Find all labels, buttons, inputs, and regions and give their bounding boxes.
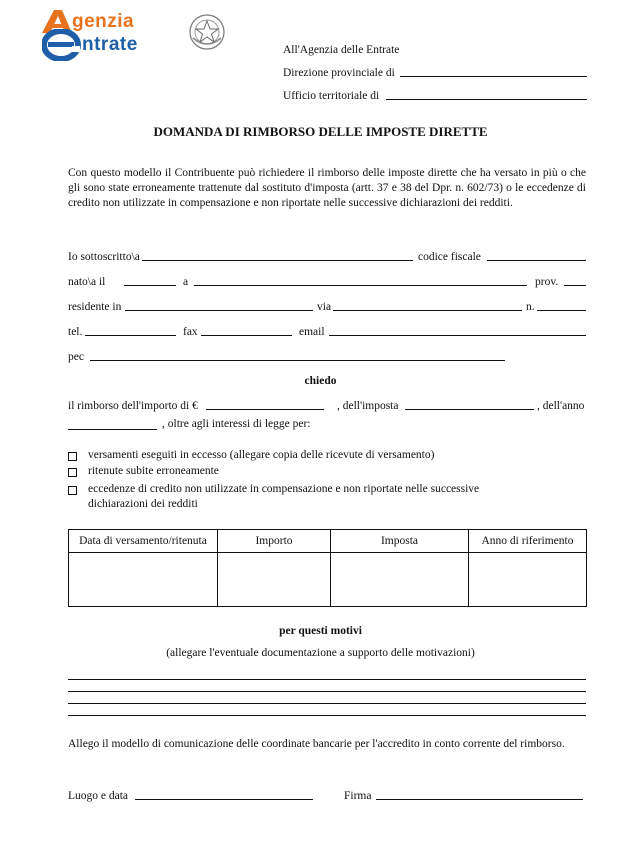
- pec-field[interactable]: [90, 348, 505, 361]
- table-header-imposta: Imposta: [331, 530, 469, 553]
- recipient-line-3: Ufficio territoriale di: [283, 90, 380, 102]
- residente-field[interactable]: [125, 298, 313, 311]
- option-versamenti: versamenti eseguiti in eccesso (allegare copia delle ricevute di versamento): [88, 449, 435, 461]
- option-eccedenze: eccedenze di credito non utilizzate in compensazione e non riportate nelle successive: [88, 483, 480, 495]
- label-email: email: [299, 326, 325, 338]
- allego-paragraph: Allego il modello di comunicazione delle coordinate bancarie per l'accredito in conto corrente del rimborso.: [68, 738, 565, 750]
- table-row: [69, 553, 587, 607]
- label-importo: il rimborso dell'importo di €: [68, 400, 198, 412]
- motivi-subtitle: (allegare l'eventuale documentazione a supporto delle motivazioni): [166, 647, 475, 659]
- label-firma: Firma: [344, 790, 372, 802]
- motivi-heading: per questi motivi: [279, 625, 362, 637]
- option-eccedenze-cont: dichiarazioni dei redditi: [88, 498, 198, 510]
- table-cell-imposta[interactable]: [331, 553, 469, 607]
- logo-word-entrate: ntrate: [82, 34, 138, 55]
- emblem-icon: [188, 12, 226, 52]
- importo-field[interactable]: [206, 397, 324, 410]
- tel-field[interactable]: [85, 323, 176, 336]
- option-ritenute: ritenute subite erroneamente: [88, 465, 219, 477]
- logo-word-agenzia: genzia: [72, 11, 135, 32]
- email-field[interactable]: [329, 323, 586, 336]
- data-nascita-field[interactable]: [124, 273, 176, 286]
- intro-paragraph: Con questo modello il Contribuente può richiedere il rimborso delle imposte dirette che ha versato in più o che gli sono state erroneamente trattenute dal sostituto d'imposta (artt. 37 e 38 del Dpr. n. 602/73) o le eccedenze di credito non utilizzate in compensazione e non riportate nelle successive dichiarazioni dei redditi.: [68, 167, 586, 209]
- checkbox-eccedenze[interactable]: [68, 486, 77, 495]
- label-via: via: [317, 301, 332, 313]
- label-residente: residente in: [68, 301, 122, 313]
- ufficio-territoriale-field[interactable]: [386, 87, 587, 100]
- firma-field[interactable]: [376, 787, 583, 800]
- table-header-data: Data di versamento/ritenuta: [69, 530, 218, 553]
- via-field[interactable]: [333, 298, 522, 311]
- label-imposta: , dell'imposta: [337, 400, 399, 412]
- recipient-line-1: All'Agenzia delle Entrate: [283, 44, 400, 56]
- recipient-line-2: Direzione provinciale di: [283, 67, 395, 79]
- chiedo-heading: chiedo: [304, 375, 337, 387]
- label-luogo-data: Luogo e data: [68, 790, 129, 802]
- numero-civico-field[interactable]: [537, 298, 586, 311]
- direzione-provinciale-field[interactable]: [400, 64, 587, 77]
- page-title: DOMANDA DI RIMBORSO DELLE IMPOSTE DIRETTE: [153, 124, 488, 139]
- table-cell-importo[interactable]: [218, 553, 331, 607]
- luogo-nascita-field[interactable]: [194, 273, 527, 286]
- rimborso-table: [68, 529, 587, 607]
- label-a: a: [183, 276, 189, 288]
- fax-field[interactable]: [201, 323, 292, 336]
- label-sottoscritto: Io sottoscritto\a: [68, 251, 140, 263]
- table-header-importo: Importo: [218, 530, 331, 553]
- codice-fiscale-field[interactable]: [487, 248, 586, 261]
- agenzia-entrate-logo: [40, 9, 230, 59]
- checkbox-ritenute[interactable]: [68, 468, 77, 477]
- anno-field[interactable]: [68, 417, 157, 430]
- label-interessi: , oltre agli interessi di legge per:: [162, 418, 311, 430]
- label-tel: tel.: [68, 326, 83, 338]
- table-cell-data[interactable]: [69, 553, 218, 607]
- prov-field[interactable]: [564, 273, 586, 286]
- label-codice-fiscale: codice fiscale: [418, 251, 481, 263]
- table-header-anno: Anno di riferimento: [469, 530, 587, 553]
- label-anno: , dell'anno: [537, 400, 585, 412]
- luogo-data-field[interactable]: [135, 787, 313, 800]
- motivi-line-4[interactable]: [68, 703, 586, 716]
- label-fax: fax: [183, 326, 198, 338]
- sottoscritto-field[interactable]: [142, 248, 413, 261]
- checkbox-versamenti[interactable]: [68, 452, 77, 461]
- label-pec: pec: [68, 351, 84, 363]
- label-numero: n.: [526, 301, 535, 313]
- label-prov: prov.: [535, 276, 559, 288]
- label-nato: nato\a il: [68, 276, 106, 288]
- imposta-field[interactable]: [405, 397, 534, 410]
- table-cell-anno[interactable]: [469, 553, 587, 607]
- logo-e-icon: [42, 29, 82, 61]
